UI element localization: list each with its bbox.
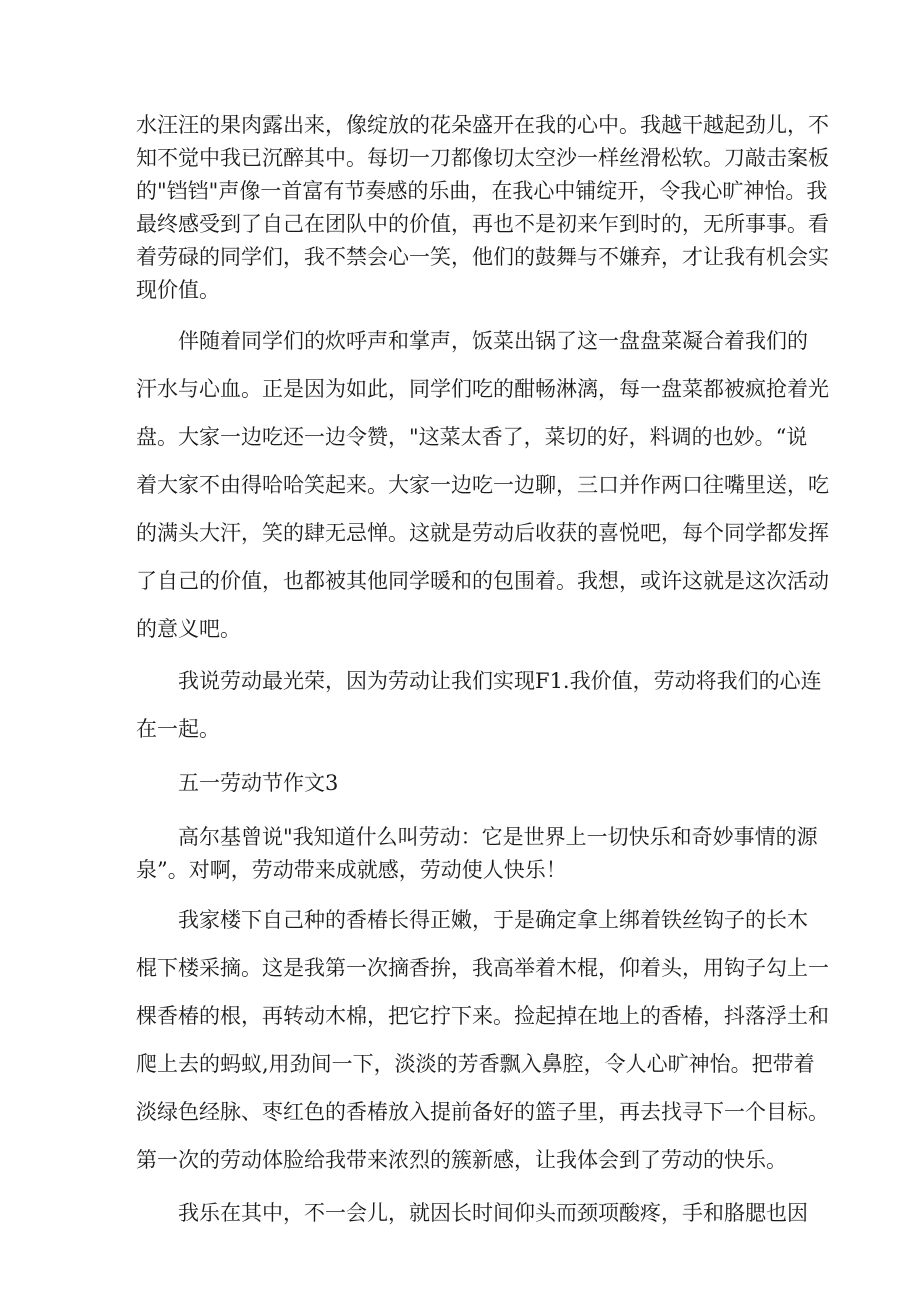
text-line: 现价值。: [136, 278, 220, 302]
text-line: 着大家不由得哈哈笑起来。大家一边吃一边聊，三口并作两口往嘴里送，吃: [136, 473, 829, 497]
text-line: 在一起。: [136, 717, 220, 741]
text-line: 最终感受到了自己在团队中的价值，再也不是初来乍到时的，无所事事。看: [136, 212, 829, 236]
section-title: 五一劳动节作文3: [178, 771, 339, 795]
text-line: 棍下楼采摘。这是我第一次摘香拚，我高举着木棍，仰着头，用钩子勾上一: [136, 956, 829, 980]
text-line: 知不觉中我已沉醉其中。每切一刀都像切太空沙一样丝滑松软。刀敲击案板: [136, 146, 829, 170]
text-line: 爬上去的蚂蚁,用劲间一下，淡淡的芳香飘入鼻腔，令人心旷神怡。把带着: [136, 1052, 815, 1076]
text-line: 的意义吧。: [136, 617, 241, 641]
text-line: 泉”。对啊，劳动带来成就感，劳动使人快乐！: [136, 858, 567, 882]
text-line: 的满头大汗，笑的肆无忌惮。这就是劳动后收获的喜悦吧，每个同学都发挥: [136, 521, 829, 545]
text-line: 水汪汪的果肉露出来，像绽放的花朵盛开在我的心中。我越干越起劲儿，不: [136, 113, 829, 137]
text-line: 汗水与心血。正是因为如此，同学们吃的酣畅淋漓，每一盘菜都被疯抢着光: [136, 377, 829, 401]
text-line: 淡绿色经脉、枣红色的香椿放入提前备好的篮子里，再去找寻下一个目标。: [136, 1100, 829, 1124]
text-line: 我乐在其中，不一会儿，就因长时间仰头而颈项酸疼，手和胳腮也因: [178, 1201, 808, 1225]
text-line: 高尔基曾说"我知道什么叫劳动：它是世界上一切快乐和奇妙事情的源: [178, 825, 818, 849]
text-line: 着劳碌的同学们，我不禁会心一笑，他们的鼓舞与不嫌弃，才让我有机会实: [136, 245, 829, 269]
text-line: 伴随着同学们的炊呼声和掌声，饭菜出锅了这一盘盘菜凝合着我们的: [178, 329, 808, 353]
text-line: 棵香椿的根，再转动木棉，把它拧下来。捡起掉在地上的香椿，抖落浮土和: [136, 1004, 829, 1028]
text-line: 我家楼下自己种的香椿长得正嫩，于是确定拿上绑着铁丝钩子的长木: [178, 908, 808, 932]
text-line: 的"铛铛"声像一首富有节奏感的乐曲，在我心中铺绽开，令我心旷神怡。我: [136, 179, 828, 203]
text-line: 第一次的劳动体脸给我带来浓烈的簇新感，让我体会到了劳动的快乐。: [136, 1148, 787, 1172]
text-line: 了自己的价值，也都被其他同学暖和的包围着。我想，或许这就是这次活动: [136, 569, 829, 593]
text-line: 盘。大家一边吃还一边令赞，"这菜太香了，菜切的好，料调的也妙。“说: [136, 425, 808, 449]
text-line: 我说劳动最光荣，因为劳动让我们实现F1.我价值，劳动将我们的心连: [178, 669, 822, 693]
